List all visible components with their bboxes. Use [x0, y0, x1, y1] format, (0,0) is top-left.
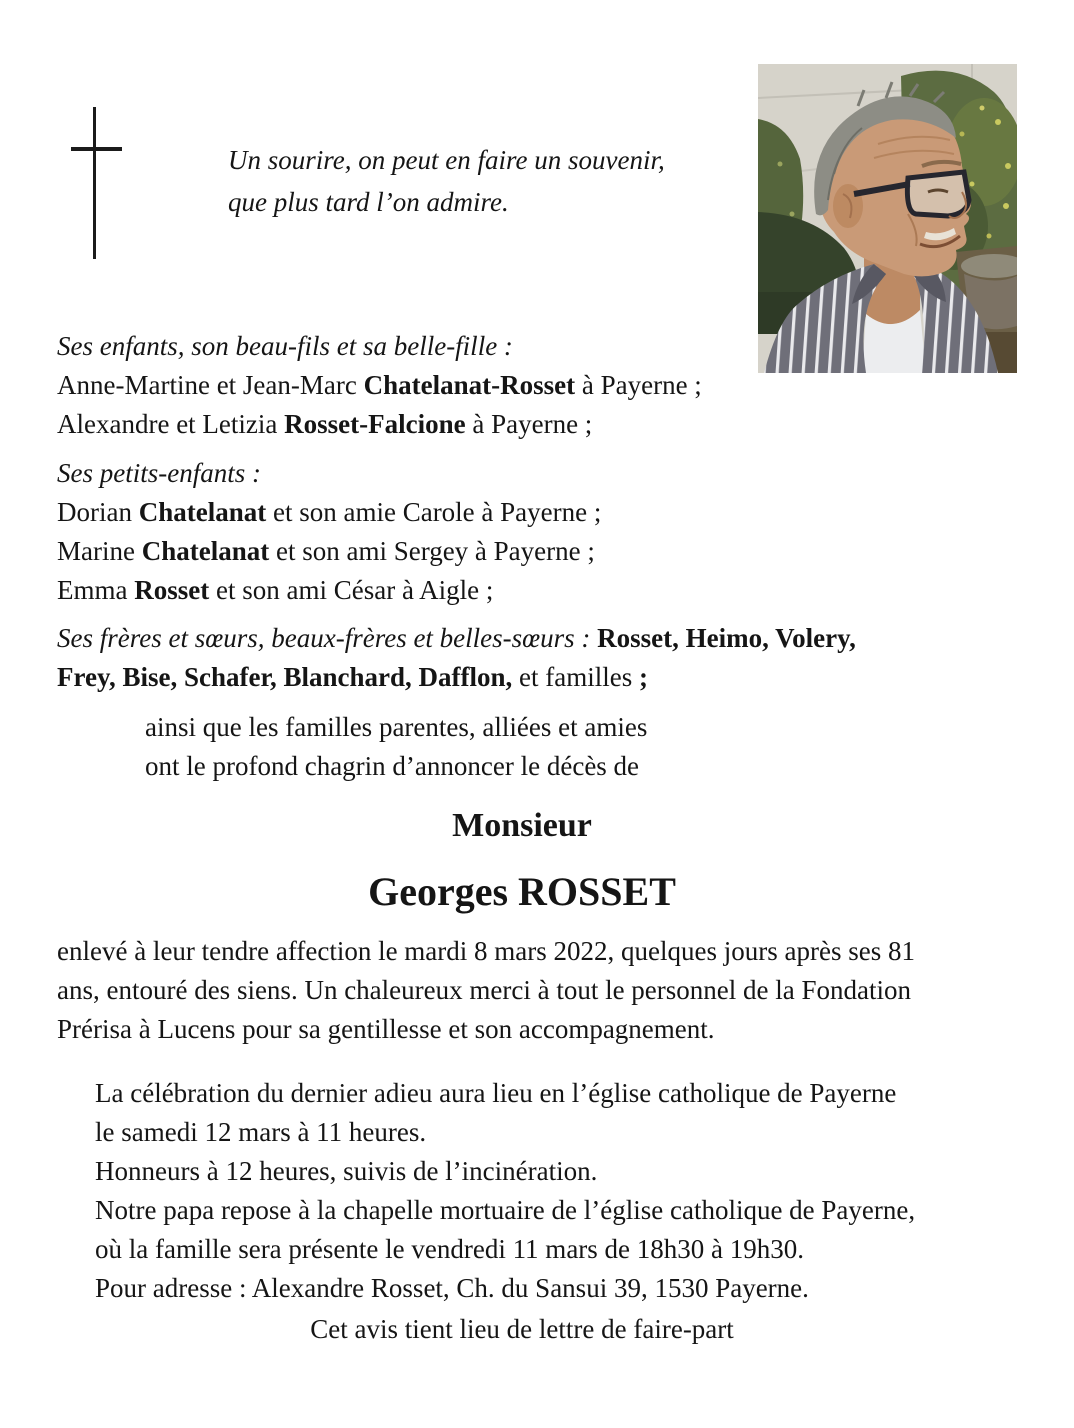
epigraph: [228, 139, 665, 223]
family-line: [57, 493, 987, 532]
family-name: Chatelanat: [141, 536, 270, 566]
obituary-line: Prérisa à Lucens pour sa gentillesse et son accompagnement.: [57, 1014, 715, 1044]
cross-horizontal-bar: [71, 147, 122, 151]
grief-line: ainsi que les familles parentes, alliées et amies: [145, 712, 648, 742]
grief-statement: [145, 708, 987, 786]
text-run: Anne-Martine et Jean-Marc: [57, 370, 364, 400]
family-line: [57, 405, 987, 444]
grief-line: ont le profond chagrin d’annoncer le décès de: [145, 751, 640, 781]
family-name: Rosset, Heimo, Volery,: [597, 623, 856, 653]
civility-title: Monsieur: [452, 807, 592, 844]
ceremony-line: Pour adresse : Alexandre Rosset, Ch. du Sansui 39, 1530 Payerne.: [95, 1273, 809, 1303]
announcement-body: [57, 327, 987, 1349]
epigraph-line: que plus tard l’on admire.: [228, 187, 509, 217]
family-name: Rosset-Falcione: [284, 409, 466, 439]
ceremony-line: La célébration du dernier adieu aura lieu en l’église catholique de Payerne: [95, 1078, 897, 1108]
closing-line: Cet avis tient lieu de lettre de faire-part: [310, 1314, 734, 1344]
text-run: Dorian: [57, 497, 139, 527]
text-run: à Payerne ;: [575, 370, 702, 400]
siblings-label: Ses frères et sœurs, beaux-frères et belles-sœurs :: [57, 623, 598, 653]
obituary-line: enlevé à leur tendre affection le mardi 8 mars 2022, quelques jours après ses 81: [57, 936, 915, 966]
deceased-name: Georges ROSSET: [368, 869, 676, 914]
text-run: Marine: [57, 536, 142, 566]
text-run: à Payerne ;: [465, 409, 593, 439]
ceremony-line: Notre papa repose à la chapelle mortuaire de l’église catholique de Payerne,: [95, 1195, 916, 1225]
obituary-paragraph: [57, 932, 987, 1049]
ceremony-line: Honneurs à 12 heures, suivis de l’incinération.: [95, 1156, 598, 1186]
cross-vertical-bar: [93, 107, 96, 259]
text-run: Alexandre et Letizia: [57, 409, 285, 439]
children-label: Ses enfants, son beau-fils et sa belle-fille :: [57, 331, 513, 361]
siblings-line: [57, 658, 987, 697]
text-run: et son ami Sergey à Payerne ;: [269, 536, 595, 566]
epigraph-line: Un sourire, on peut en faire un souvenir,: [228, 145, 665, 175]
ceremony-details: [95, 1074, 987, 1308]
family-name: Frey, Bise, Schafer, Blanchard, Dafflon,: [57, 662, 513, 692]
family-line: [57, 571, 987, 610]
obituary-line: ans, entouré des siens. Un chaleureux merci à tout le personnel de la Fondation: [57, 975, 911, 1005]
family-line: [57, 366, 987, 405]
text-run: et familles: [512, 662, 639, 692]
grandchildren-label: Ses petits-enfants :: [57, 458, 261, 488]
family-line: [57, 532, 987, 571]
text-run: Emma: [57, 575, 135, 605]
text-run: ;: [638, 662, 648, 692]
family-name: Chatelanat: [138, 497, 267, 527]
ceremony-line: où la famille sera présente le vendredi 11 mars de 18h30 à 19h30.: [95, 1234, 805, 1264]
siblings-line: [57, 619, 987, 658]
text-run: et son amie Carole à Payerne ;: [266, 497, 602, 527]
text-run: et son ami César à Aigle ;: [209, 575, 494, 605]
family-name: Rosset: [134, 575, 210, 605]
ceremony-line: le samedi 12 mars à 11 heures.: [95, 1117, 427, 1147]
family-name: Chatelanat-Rosset: [363, 370, 576, 400]
